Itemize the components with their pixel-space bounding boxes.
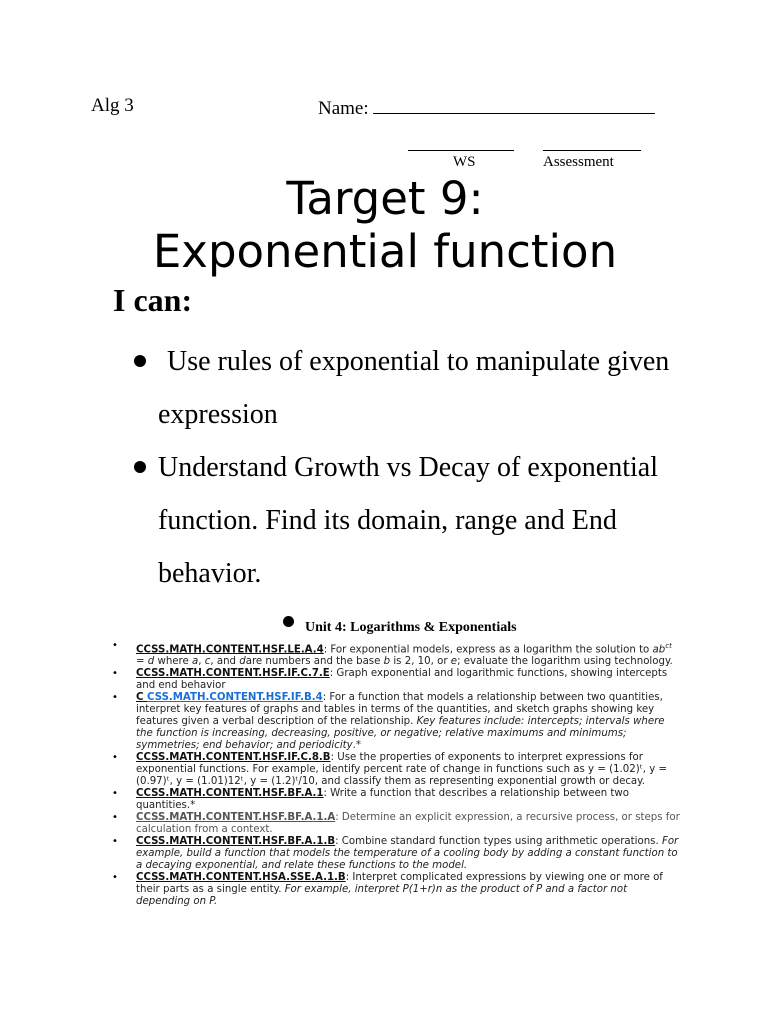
standard-text: : Combine standard function types using arithmetic operations. [335,836,662,848]
standard-italic-text: Key features include: intercepts; intervals where the function is increasing, decreasing, positive, or negative; relative maximums and minimums; symmetries; end behavior; and periodicity [136,716,665,752]
course-label: Alg 3 [91,95,134,116]
standard-item [112,752,682,788]
assessment-label: Assessment [543,154,614,170]
standard-item [112,692,682,752]
standard-item [112,788,682,812]
bullet-icon [134,461,146,473]
standard-text: : For exponential models, express as a logarithm the solution to [323,644,653,656]
page-title [0,172,770,278]
goal-item: Understand Growth vs Decay of exponential function. Find its domain, range and End behavior. [158,452,658,589]
standard-item [112,668,682,692]
math-variable: c [204,656,211,668]
standard-code-link[interactable]: CCSS.MATH.CONTENT.HSF.BF.A.1.B [136,836,336,848]
standard-code-link[interactable]: CCSS.MATH.CONTENT.HSF.IF.C.8.B [136,752,331,764]
standard-text: : Use the properties of exponents to interpret expressions for exponential functions. For example, identify percent rate of change in functions such as y = (1.02)ᵗ, y = (0.97)ᵗ, y = (1.01)12ᵗ, y = (1.2)ᵗ/10, and classify them as representing exponential growth or decay. [136,752,668,788]
bullet-icon: • [112,640,118,651]
bullet-icon: • [112,668,118,680]
unit-heading: Unit 4: Logarithms & Exponentials [305,620,517,635]
bullet-icon: • [112,692,118,704]
standard-text: : Graph exponential and logarithmic functions, showing intercepts and end behavior [136,668,668,692]
standard-code-link[interactable]: CCSS.MATH.CONTENT.HSA.SSE.A.1.B [136,872,346,884]
standard-text: , [198,656,205,668]
standard-text: : Interpret complicated expressions by viewing one or more of their parts as a single entity. [136,872,663,896]
standard-text: = [136,656,148,668]
i-can-heading: I can: [113,282,193,318]
standard-text: ; evaluate the logarithm using technology. [457,656,673,668]
standard-code-link[interactable]: CCSS.MATH.CONTENT.HSF.LE.A.4 [136,644,324,656]
math-variable: ab [652,644,666,656]
standard-text: : For a function that models a relationship between two quantities, interpret key features of graphs and tables in terms of the quantities, and sketch graphs showing key features given a verbal description of the relationship. [136,692,663,728]
math-variable: a [192,656,199,668]
standard-text: : Determine an explicit expression, a recursive process, or steps for calculation from a context. [136,812,680,836]
ws-label: WS [453,154,476,170]
bullet-icon: • [112,812,118,824]
standard-italic-text: For example, build a function that models the temperature of a cooling body by adding a constant function to a decaying exponential, and relate these functions to the model. [136,836,679,872]
ws-blank-line [408,150,514,151]
bullet-icon [283,616,294,627]
standard-text: is 2, 10, or [390,656,451,668]
math-variable: b [383,656,391,668]
bullet-icon: • [112,788,118,800]
standard-text: are numbers and the base [245,656,384,668]
math-variable: d [147,656,155,668]
standard-item [112,836,682,872]
name-label: Name: [318,98,369,119]
standard-italic-text: For example, interpret P(1+r)n as the product of P and a factor not depending on P. [136,884,628,908]
standard-text: , and [210,656,240,668]
name-blank-line [373,95,655,114]
math-variable: e [450,656,458,668]
standard-code-link[interactable]: CCSS.MATH.CONTENT.HSF.BF.A.1 [136,788,324,800]
bullet-icon [134,355,146,367]
standard-item [112,640,682,668]
standard-code-link[interactable]: CSS.MATH.CONTENT.HSF.IF.B.4 [147,692,323,704]
standard-prefix: C [136,692,148,704]
standard-text: .* [352,740,362,752]
title-line-1: Target 9: [286,172,484,225]
standards-list [112,640,682,908]
assessment-blank-line [543,150,641,151]
bullet-icon: • [112,872,118,884]
math-variable: d [239,656,246,668]
name-field [318,95,655,120]
standard-text: : Write a function that describes a relationship between two quantities.* [136,788,629,812]
goal-item: Use rules of exponential to manipulate given expression [158,346,670,430]
standard-code-link[interactable]: CCSS.MATH.CONTENT.HSF.IF.C.7.E [136,668,330,680]
standard-item [112,872,682,908]
standard-code-link[interactable]: CCSS.MATH.CONTENT.HSF.BF.A.1.A [136,812,336,824]
standard-item [112,812,682,836]
bullet-icon: • [112,836,118,848]
bullet-icon: • [112,752,118,764]
title-line-2: Exponential function [152,225,618,278]
standard-text: where [154,656,193,668]
math-exponent: ct [665,642,672,650]
